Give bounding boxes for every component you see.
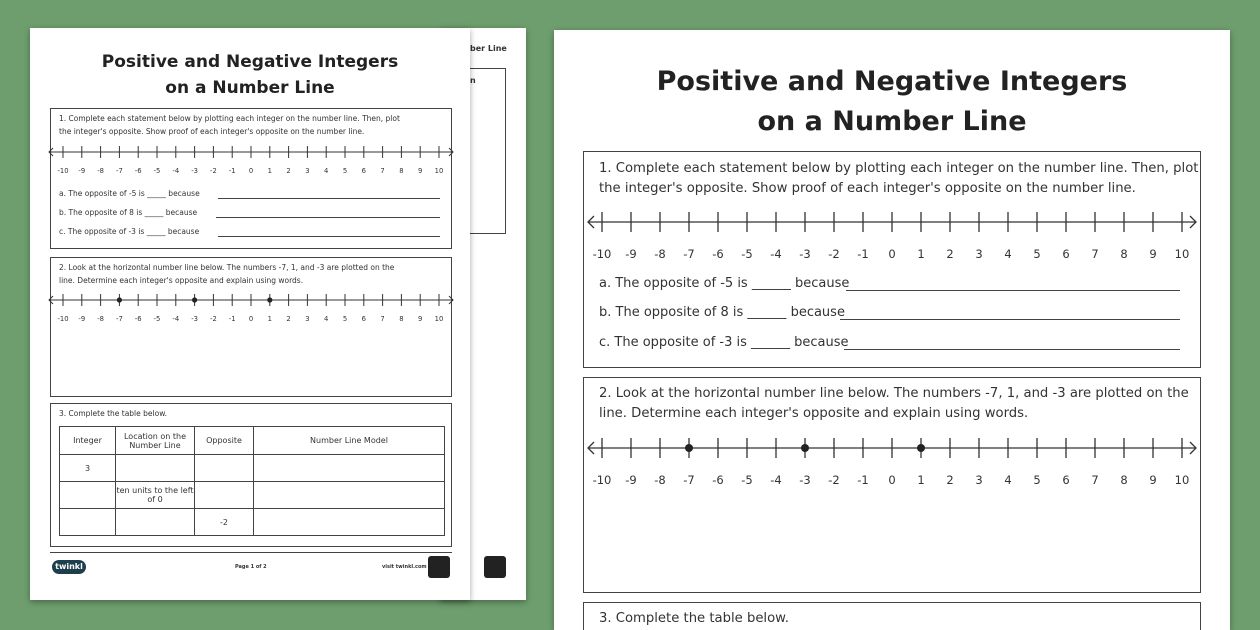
number-line-tick-label: -8 — [97, 167, 104, 175]
small-q1a-answer-line — [218, 198, 440, 199]
table-cell — [254, 482, 445, 509]
number-line-tick-label: 7 — [1091, 247, 1099, 258]
number-line-tick-label: -1 — [228, 315, 236, 323]
number-line-tick-label: -1 — [228, 167, 236, 175]
number-line-tick-label: -8 — [654, 473, 666, 484]
plotted-point — [917, 444, 925, 452]
number-line-tick-label: 4 — [1004, 473, 1012, 484]
number-line-tick-label: 10 — [434, 315, 444, 323]
number-line-tick-label: 6 — [1062, 247, 1070, 258]
number-line-tick-label: 7 — [380, 167, 385, 175]
number-line-tick-label: -3 — [191, 315, 198, 323]
number-line-tick-label: 3 — [975, 473, 983, 484]
plotted-point — [117, 297, 122, 302]
number-line-tick-label: -6 — [134, 167, 142, 175]
number-line-tick-label: 2 — [946, 247, 954, 258]
small-q2-line1: 2. Look at the horizontal number line below. The numbers -7, 1, and -3 are plotted on the — [59, 263, 395, 272]
small-title-line2: on a Number Line — [165, 78, 335, 98]
small-q1c: c. The opposite of -3 is _____ because — [59, 227, 200, 236]
number-line-tick-label: -5 — [741, 247, 753, 258]
number-line-tick-label: 0 — [888, 473, 896, 484]
number-line-tick-label: 5 — [1033, 473, 1041, 484]
small-q1b: b. The opposite of 8 is _____ because — [59, 208, 198, 217]
q1-text-line1: 1. Complete each statement below by plotting each integer on the number line. Then, plot — [599, 161, 1199, 176]
number-line-tick-label: 0 — [888, 247, 896, 258]
number-line-tick-label: -6 — [712, 473, 724, 484]
page-title-line1: Positive and Negative Integers — [656, 66, 1128, 97]
number-line-tick-label: -10 — [57, 315, 69, 323]
number-line-tick-label: -8 — [654, 247, 666, 258]
small-q1a: a. The opposite of -5 is _____ because — [59, 189, 200, 198]
number-line-tick-label: 8 — [399, 315, 404, 323]
number-line-tick-label: 1 — [917, 473, 925, 484]
table-header-model: Number Line Model — [254, 427, 445, 455]
number-line-tick-label: -8 — [97, 315, 104, 323]
back-letter-fragment: n — [470, 76, 476, 85]
q2-text-line2: line. Determine each integer's opposite and explain using words. — [599, 406, 1029, 421]
small-number-line-1 — [30, 144, 470, 182]
table-header-integer: Integer — [60, 427, 116, 455]
number-line-tick-label: 5 — [342, 167, 348, 175]
number-line-tick-label: -3 — [799, 473, 811, 484]
plotted-point — [685, 444, 693, 452]
table-cell — [195, 482, 254, 509]
number-line-tick-label: 10 — [434, 167, 444, 175]
number-line-tick-label: 2 — [286, 315, 291, 323]
number-line-tick-label: 1 — [267, 315, 272, 323]
q1a-answer-line — [846, 290, 1180, 291]
footer-divider — [50, 552, 452, 553]
footer-url: visit twinkl.com — [382, 564, 427, 570]
footer-badge — [428, 556, 450, 578]
q1a-statement: a. The opposite of -5 is ______ because — [599, 276, 850, 291]
number-line-tick-label: -2 — [828, 473, 840, 484]
number-line-tick-label: 4 — [324, 315, 329, 323]
number-line-tick-label: -7 — [116, 315, 123, 323]
number-line-tick-label: -10 — [57, 167, 69, 175]
q1c-answer-line — [844, 349, 1180, 350]
number-line-tick-label: 2 — [946, 473, 954, 484]
q1c-statement: c. The opposite of -3 is ______ because — [599, 335, 849, 350]
small-number-line-2 — [30, 292, 470, 330]
page-title-line2: on a Number Line — [757, 106, 1027, 137]
number-line-tick-label: 4 — [1004, 247, 1012, 258]
number-line-tick-label: -9 — [625, 247, 637, 258]
number-line-tick-label: 5 — [1033, 247, 1041, 258]
back-title-fragment: ber Line — [470, 44, 507, 53]
number-line-tick-label: 8 — [1120, 473, 1128, 484]
number-line-tick-label: 6 — [361, 315, 366, 323]
number-line-tick-label: -4 — [172, 167, 180, 175]
number-line-tick-label: -7 — [116, 167, 123, 175]
number-line-tick-label: 10 — [1174, 473, 1190, 484]
number-line-tick-label: 7 — [380, 315, 385, 323]
small-title-line1: Positive and Negative Integers — [101, 52, 399, 72]
table-cell — [254, 509, 445, 536]
table-cell — [60, 482, 116, 509]
number-line-tick-label: -2 — [828, 247, 840, 258]
number-line-tick-label: -3 — [799, 247, 811, 258]
number-line-tick-label: 8 — [1120, 247, 1128, 258]
number-line-tick-label: 9 — [1149, 247, 1157, 258]
small-q1b-answer-line — [216, 217, 440, 218]
q2-text-line1: 2. Look at the horizontal number line below. The numbers -7, 1, and -3 are plotted on the — [599, 386, 1189, 401]
number-line-tick-label: 3 — [975, 247, 983, 258]
small-answer-table — [59, 426, 445, 536]
back-footer-badge — [484, 556, 506, 578]
plotted-point — [267, 297, 272, 302]
small-q1-line2: the integer's opposite. Show proof of each integer's opposite on the number line. — [59, 127, 365, 136]
number-line-tick-label: 0 — [248, 167, 254, 175]
table-cell: -2 — [195, 509, 254, 536]
small-worksheet-page — [30, 28, 470, 600]
number-line-tick-label: 7 — [1091, 473, 1099, 484]
number-line-tick-label: -5 — [153, 167, 161, 175]
number-line-tick-label: 10 — [1174, 247, 1190, 258]
number-line-tick-label: 3 — [305, 167, 310, 175]
number-line-tick-label: -4 — [172, 315, 180, 323]
number-line-1 — [554, 208, 1230, 258]
number-line-tick-label: -9 — [78, 167, 86, 175]
table-cell: ten units to the left of 0 — [116, 482, 195, 509]
number-line-tick-label: 1 — [917, 247, 925, 258]
number-line-tick-label: -10 — [592, 473, 612, 484]
number-line-tick-label: 2 — [286, 167, 291, 175]
table-cell — [116, 509, 195, 536]
number-line-tick-label: 9 — [418, 315, 423, 323]
number-line-tick-label: 6 — [1062, 473, 1070, 484]
table-header-opposite: Opposite — [195, 427, 254, 455]
number-line-tick-label: -6 — [712, 247, 724, 258]
number-line-tick-label: -4 — [770, 247, 782, 258]
number-line-tick-label: -1 — [857, 473, 869, 484]
number-line-tick-label: -7 — [683, 473, 695, 484]
table-cell — [254, 455, 445, 482]
number-line-tick-label: -6 — [134, 315, 142, 323]
number-line-tick-label: -1 — [857, 247, 869, 258]
number-line-tick-label: 5 — [342, 315, 348, 323]
footer-page-number: Page 1 of 2 — [235, 564, 267, 570]
large-worksheet-page — [554, 30, 1230, 630]
plotted-point — [192, 297, 197, 302]
number-line-tick-label: 6 — [361, 167, 366, 175]
twinkl-logo: twinkl — [52, 560, 86, 574]
q1-text-line2: the integer's opposite. Show proof of each integer's opposite on the number line. — [599, 181, 1136, 196]
table-header-location: Location on the Number Line — [116, 427, 195, 455]
number-line-tick-label: 0 — [248, 315, 254, 323]
number-line-tick-label: -4 — [770, 473, 782, 484]
number-line-tick-label: -3 — [191, 167, 198, 175]
number-line-tick-label: 3 — [305, 315, 310, 323]
plotted-point — [801, 444, 809, 452]
number-line-tick-label: -7 — [683, 247, 695, 258]
number-line-2 — [554, 434, 1230, 484]
small-q3-text: 3. Complete the table below. — [59, 409, 168, 418]
table-cell — [60, 509, 116, 536]
number-line-tick-label: -5 — [741, 473, 753, 484]
number-line-tick-label: -5 — [153, 315, 161, 323]
small-q2-line2: line. Determine each integer's opposite and explain using words. — [59, 276, 304, 285]
table-cell: 3 — [60, 455, 116, 482]
number-line-tick-label: -10 — [592, 247, 612, 258]
q1b-answer-line — [840, 319, 1180, 320]
table-cell — [116, 455, 195, 482]
number-line-tick-label: -2 — [210, 167, 217, 175]
number-line-tick-label: 1 — [267, 167, 272, 175]
number-line-tick-label: 8 — [399, 167, 404, 175]
small-q1-line1: 1. Complete each statement below by plotting each integer on the number line. Then, plot — [59, 114, 400, 123]
number-line-tick-label: 9 — [418, 167, 423, 175]
q3-text: 3. Complete the table below. — [599, 611, 789, 626]
number-line-tick-label: -2 — [210, 315, 217, 323]
number-line-tick-label: -9 — [625, 473, 637, 484]
number-line-tick-label: 4 — [324, 167, 329, 175]
table-cell — [195, 455, 254, 482]
q1b-statement: b. The opposite of 8 is ______ because — [599, 305, 845, 320]
number-line-tick-label: -9 — [78, 315, 86, 323]
number-line-tick-label: 9 — [1149, 473, 1157, 484]
small-q1c-answer-line — [218, 236, 440, 237]
